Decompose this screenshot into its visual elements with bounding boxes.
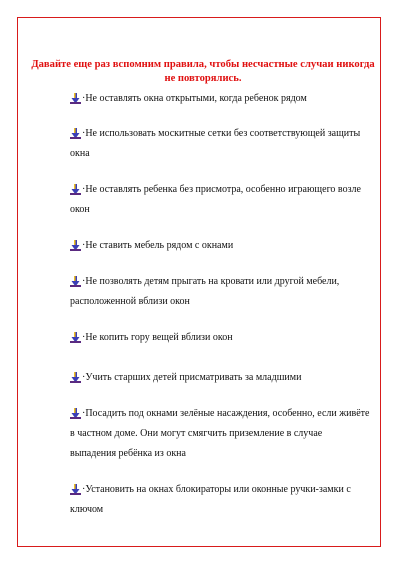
- arrow-bullet-icon: [70, 276, 81, 287]
- rule-text: ·Не использовать москитные сетки без соответствующей защиты окна: [70, 128, 361, 159]
- rule-text: ·Учить старших детей присматривать за младшими: [82, 372, 302, 383]
- arrow-bullet-icon: [70, 332, 81, 343]
- arrow-bullet-icon: [70, 484, 81, 495]
- rule-item: [70, 236, 370, 256]
- rule-text: ·Посадить под окнами зелёные насаждения, особенно, если живёте в частном доме. Они могут смягчить приземление в случае выпадения ребёнка из окна: [70, 408, 370, 459]
- rule-text: ·Не позволять детям прыгать на кровати или другой мебели, расположенной вблизи окон: [70, 276, 340, 307]
- rule-text: ·Не оставлять окна открытыми, когда ребенок рядом: [82, 93, 307, 104]
- rule-text: ·Не ставить мебель рядом с окнами: [82, 240, 234, 251]
- rule-item: [70, 272, 370, 312]
- arrow-bullet-icon: [70, 93, 81, 104]
- arrow-bullet-icon: [70, 372, 81, 383]
- arrow-bullet-icon: [70, 184, 81, 195]
- rule-item: [70, 404, 370, 464]
- rule-item: [70, 480, 370, 520]
- rule-item: [70, 368, 370, 388]
- document-heading: Давайте еще раз вспомним правила, чтобы несчастные случаи никогда не повторялись.: [31, 59, 375, 84]
- arrow-bullet-icon: [70, 128, 81, 139]
- rule-text: ·Не копить гору вещей вблизи окон: [82, 332, 233, 343]
- rule-text: ·Не оставлять ребенка без присмотра, особенно играющего возле окон: [70, 184, 361, 215]
- arrow-bullet-icon: [70, 408, 81, 419]
- rule-item: [70, 124, 370, 164]
- rule-item: [70, 328, 370, 348]
- rule-item: [70, 89, 370, 109]
- rule-item: [70, 180, 370, 220]
- rule-text: ·Установить на окнах блокираторы или оконные ручки-замки с ключом: [70, 484, 351, 515]
- arrow-bullet-icon: [70, 240, 81, 251]
